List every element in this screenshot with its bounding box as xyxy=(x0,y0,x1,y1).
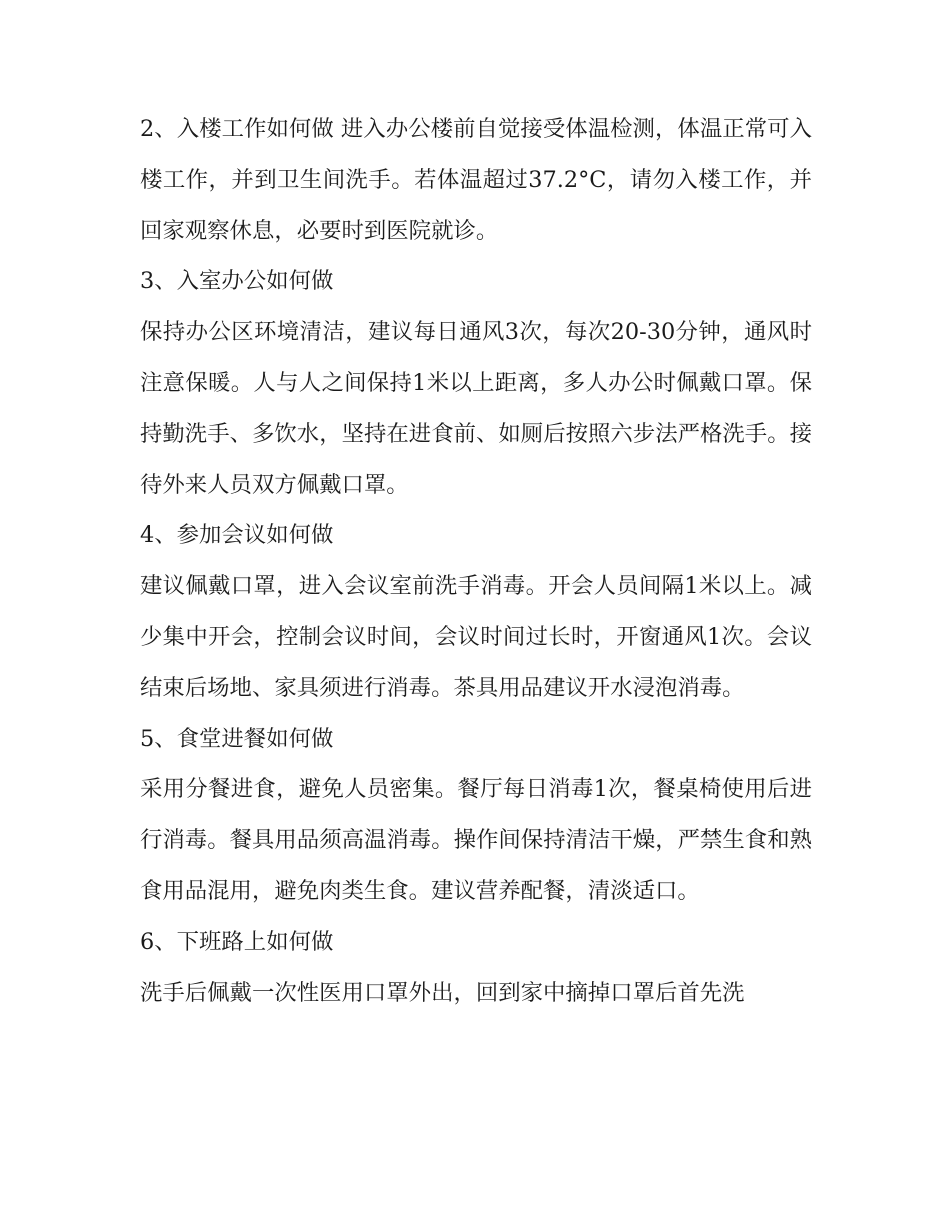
paragraph-meetings: 建议佩戴口罩，进入会议室前洗手消毒。开会人员间隔1米以上。减少集中开会，控制会议时间，会议时间过长时，开窗通风1次。会议结束后场地、家具须进行消毒。茶具用品建议开水浸泡消毒。 xyxy=(140,573,812,701)
paragraph-canteen: 采用分餐进食，避免人员密集。餐厅每日消毒1次，餐桌椅使用后进行消毒。餐具用品须高温消毒。操作间保持清洁干燥，严禁生食和熟食用品混用，避免肉类生食。建议营养配餐，清淡适口。 xyxy=(140,776,812,904)
heading-commute-home: 6、下班路上如何做 xyxy=(140,928,334,955)
paragraph-commute-home: 洗手后佩戴一次性医用口罩外出，回到家中摘掉口罩后首先洗 xyxy=(140,979,745,1006)
heading-meetings: 4、参加会议如何做 xyxy=(140,522,334,549)
paragraph-office-work: 保持办公区环境清洁，建议每日通风3次，每次20-30分钟，通风时注意保暖。人与人之间保持1米以上距离，多人办公时佩戴口罩。保持勤洗手、多饮水，坚持在进食前、如厕后按照六步法严格洗手。接待外来人员双方佩戴口罩。 xyxy=(140,319,812,498)
heading-office-work: 3、入室办公如何做 xyxy=(140,268,334,295)
paragraph-entering-building: 2、入楼工作如何做 进入办公楼前自觉接受体温检测，体温正常可入楼工作，并到卫生间洗手。若体温超过37.2°C，请勿入楼工作，并回家观察休息，必要时到医院就诊。 xyxy=(140,116,812,244)
document-page xyxy=(140,104,812,1018)
heading-canteen: 5、食堂进餐如何做 xyxy=(140,725,334,752)
